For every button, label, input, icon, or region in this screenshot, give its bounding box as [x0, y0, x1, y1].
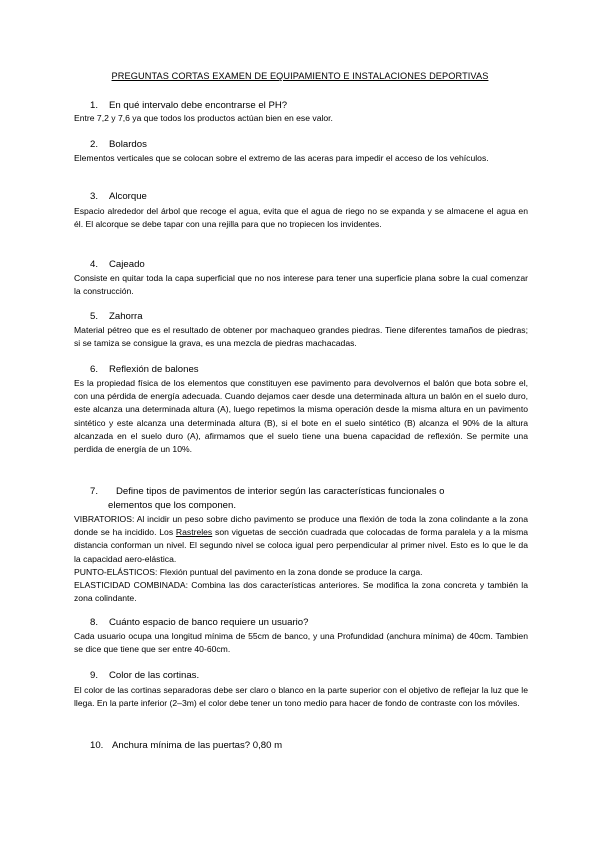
- document-title: PREGUNTAS CORTAS EXAMEN DE EQUIPAMIENTO E INSTALACIONES DEPORTIVAS: [111, 71, 489, 81]
- answer-text: Elementos verticales que se colocan sobre el extremo de las aceras para impedir el acceso de los vehículos.: [74, 153, 489, 163]
- answer-text: Espacio alrededor del árbol que recoge el agua, evita que el agua de riego no se expanda y se almacene el agua en él. El alcorque se debe tapar con una rejilla para que no tropiecen los invidentes.: [74, 206, 528, 230]
- question-number: 1.: [90, 100, 99, 111]
- answer-3: [74, 205, 528, 231]
- answer-5: [74, 324, 528, 350]
- question-number: 8.: [90, 617, 99, 628]
- question-number: 10.: [90, 740, 104, 751]
- question-5: [90, 311, 143, 322]
- question-number: 6.: [90, 364, 99, 375]
- elasticidad-combinada-paragraph: ELASTICIDAD COMBINADA: Combina las dos características anteriores. Se modifica la zona concreta y también la zona colindante.: [74, 580, 528, 604]
- answer-9: [74, 684, 528, 710]
- question-text: Alcorque: [109, 191, 147, 202]
- answer-7: [74, 513, 528, 605]
- question-number: 2.: [90, 139, 99, 150]
- question-7: [90, 485, 530, 512]
- answer-text: Es la propiedad física de los elementos que constituyen ese pavimento para devolvernos el balón que bota sobre el, con una pérdida de energía adecuada. Cuando dejamos caer desde una determinada altura un balón en el suelo duro, este alcanza una determinada altura (A), luego repetimos la misma operación desde la misma altura en un pavimento sintético y este alcanza una determinada altura (B), si el bote en el suelo sintético (B) alcanza el 90% de la altura alcanzada en el suelo duro (A), afirmamos que el suelo tiene una buena capacidad de reflexión. Se permite una perdida de energía de un 10%.: [74, 378, 528, 455]
- vibratorios-paragraph: [74, 513, 528, 566]
- answer-text: El color de las cortinas separadoras debe ser claro o blanco en la parte superior con el objetivo de reflejar la luz que le llega. En la parte inferior (2–3m) el color debe tener un tono medio para hacer de fondo de contraste con los móviles.: [74, 685, 528, 709]
- answer-text: Material pétreo que es el resultado de obtener por machaqueo grandes piedras. Tiene diferentes tamaños de piedras; si se tamiza se consigue la grava, es una mezcla de piedras machacadas.: [74, 325, 528, 349]
- question-text: Reflexión de balones: [109, 364, 199, 375]
- answer-4: [74, 272, 528, 298]
- answer-6: [74, 377, 528, 456]
- question-number: 5.: [90, 311, 99, 322]
- question-number: 4.: [90, 259, 99, 270]
- question-number: 3.: [90, 191, 99, 202]
- question-text: Anchura mínima de las puertas? 0,80 m: [112, 740, 283, 751]
- question-4: [90, 259, 145, 270]
- question-1: [90, 100, 287, 111]
- question-text: Cuánto espacio de banco requiere un usuario?: [109, 617, 309, 628]
- question-text: Bolardos: [109, 139, 147, 150]
- vibratorios-text: VIBRATORIOS: Al incidir un peso sobre dicho pavimento se produce una flexión de toda la zona colindante a la zona donde se ha incidido. Los: [74, 514, 528, 538]
- answer-text: Cada usuario ocupa una longitud mínima de 55cm de banco, y una Profundidad (anchura mínima) de 40cm. Tambien se dice que tiene que ser entre 40-60cm.: [74, 631, 528, 655]
- question-7-line-2: elementos que los componen.: [108, 499, 236, 511]
- question-8: [90, 617, 308, 628]
- question-3: [90, 191, 147, 202]
- answer-text: Entre 7,2 y 7,6 ya que todos los productos actúan bien en ese valor.: [74, 113, 333, 123]
- question-number: 7.: [90, 486, 99, 497]
- question-10: [90, 740, 282, 751]
- question-text: Cajeado: [109, 259, 145, 270]
- rastreles-term: Rastreles: [175, 527, 213, 538]
- question-6: [90, 364, 199, 375]
- question-text: Define tipos de pavimentos de interior según las características funcionales o: [116, 486, 445, 497]
- question-text: En qué intervalo debe encontrarse el PH?: [109, 100, 288, 111]
- question-7-line-1: [90, 485, 530, 499]
- question-9: [90, 670, 199, 681]
- question-text: Zahorra: [109, 311, 143, 322]
- question-number: 9.: [90, 670, 99, 681]
- answer-text: Consiste en quitar toda la capa superficial que no nos interese para tener una superficie plana sobre la cual comenzar la construcción.: [74, 273, 528, 297]
- punto-elasticos-paragraph: PUNTO-ELÁSTICOS: Flexión puntual del pavimento en la zona donde se produce la carga.: [74, 566, 423, 577]
- answer-2: [74, 152, 528, 165]
- question-text: Color de las cortinas.: [109, 670, 200, 681]
- answer-8: [74, 630, 528, 656]
- question-2: [90, 139, 147, 150]
- answer-1: [74, 112, 528, 125]
- vibratorios-text-cont: son viguetas de sección cuadrada que colocadas de forma paralela y a la misma distancia conforman un nivel. El segundo nivel se coloca igual pero perpendicular al primer nivel. Esto es lo que le da la capacidad aero-elástica.: [74, 527, 529, 564]
